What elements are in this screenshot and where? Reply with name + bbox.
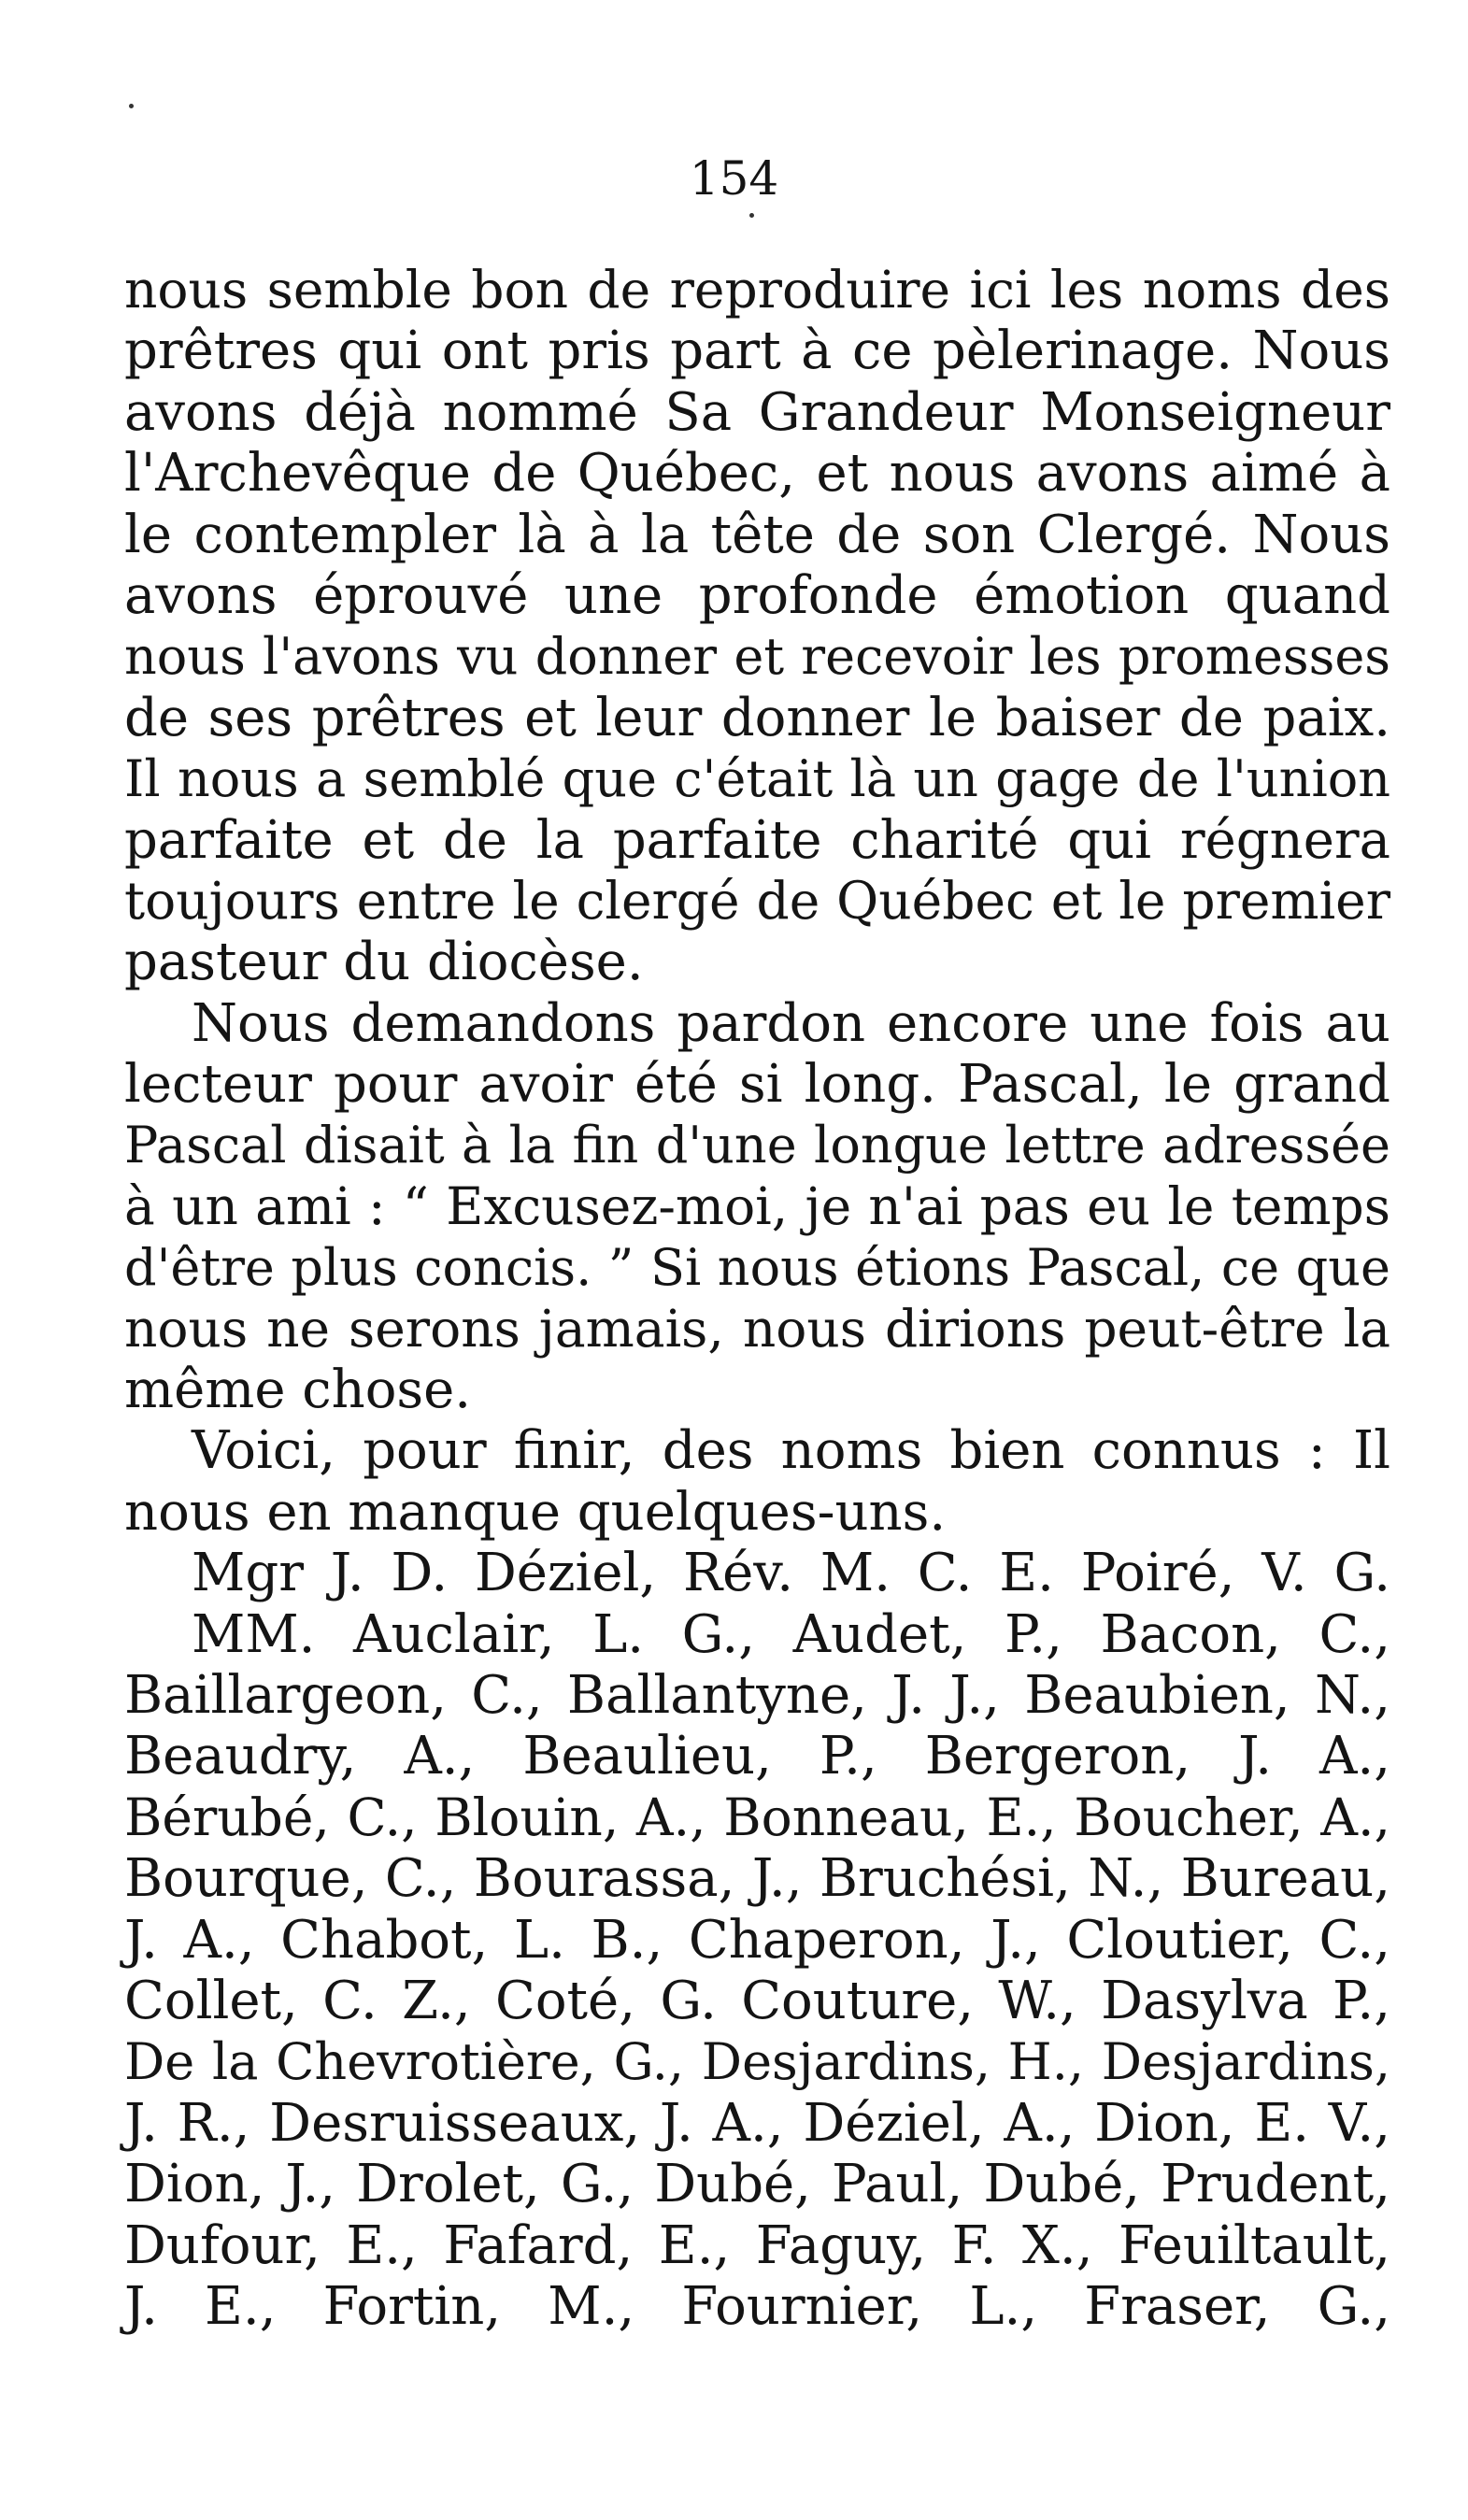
text-line: nous l'avons vu donner et recevoir les promesses: [124, 627, 1390, 687]
text-line: Dufour, E., Fafard, E., Faguy, F. X., Feuiltault,: [124, 2214, 1390, 2276]
text-line: d'être plus concis. ” Si nous étions Pascal, ce que: [124, 1238, 1390, 1298]
text-line: J. A., Chabot, L. B., Chaperon, J., Cloutier, C.,: [124, 1909, 1390, 1971]
print-speck: [129, 104, 134, 108]
text-line: pasteur du diocèse.: [124, 932, 644, 993]
text-line: l'Archevêque de Québec, et nous avons aimé à: [124, 443, 1390, 505]
text-line: prêtres qui ont pris part à ce pèlerinage. Nous: [124, 320, 1390, 382]
page-number: 154: [689, 151, 779, 206]
text-line: avons déjà nommé Sa Grandeur Monseigneur: [124, 381, 1390, 443]
text-line: Beaudry, A., Beaulieu, P., Bergeron, J. A.,: [124, 1726, 1390, 1787]
text-line: MM. Auclair, L. G., Audet, P., Bacon, C.,: [192, 1603, 1390, 1665]
text-line: même chose.: [124, 1360, 472, 1421]
text-line: Il nous a semblé que c'était là un gage de l'union: [124, 749, 1390, 809]
text-line: nous en manque quelques-uns.: [124, 1481, 947, 1543]
text-line: Voici, pour finir, des noms bien connus : Il: [192, 1420, 1390, 1482]
text-line: Baillargeon, C., Ballantyne, J. J., Beaubien, N.,: [124, 1664, 1390, 1726]
text-line: Bérubé, C., Blouin, A., Bonneau, E., Boucher, A.,: [124, 1787, 1390, 1847]
text-line: De la Chevrotière, G., Desjardins, H., Desjardins,: [124, 2032, 1390, 2092]
text-line: Bourque, C., Bourassa, J., Bruchési, N., Bureau,: [124, 1848, 1390, 1910]
text-line: J. R., Desruisseaux, J. A., Déziel, A., Dion, E. V.,: [124, 2092, 1390, 2154]
text-line: nous ne serons jamais, nous dirions peut-être la: [124, 1298, 1390, 1359]
text-line: J. E., Fortin, M., Fournier, L., Fraser, G.,: [124, 2275, 1390, 2337]
text-line: avons éprouvé une profonde émotion quand: [124, 564, 1390, 626]
text-line: lecteur pour avoir été si long. Pascal, le grand: [124, 1054, 1390, 1116]
text-line: le contempler là à la tête de son Clergé. Nous: [124, 504, 1390, 565]
text-line: parfaite et de la parfaite charité qui régnera: [124, 809, 1390, 871]
text-line: toujours entre le clergé de Québec et le premier: [124, 870, 1390, 931]
text-line: Collet, C. Z., Coté, G. Couture, W., Dasylva P.,: [124, 1970, 1390, 2031]
text-line: de ses prêtres et leur donner le baiser de paix.: [124, 687, 1390, 748]
text-line: Mgr J. D. Déziel, Rév. M. C. E. Poiré, V. G.: [192, 1543, 1390, 1604]
text-line: Dion, J., Drolet, G., Dubé, Paul, Dubé, Prudent,: [124, 2154, 1390, 2215]
print-speck: [749, 213, 754, 218]
text-line: Pascal disait à la fin d'une longue lettre adressée: [124, 1116, 1390, 1175]
text-line: Nous demandons pardon encore une fois au: [192, 992, 1390, 1054]
text-line: à un ami : “ Excusez-moi, je n'ai pas eu le temps: [124, 1175, 1390, 1236]
text-line: nous semble bon de reproduire ici les noms des: [124, 260, 1390, 320]
body-text: [124, 260, 1390, 2337]
